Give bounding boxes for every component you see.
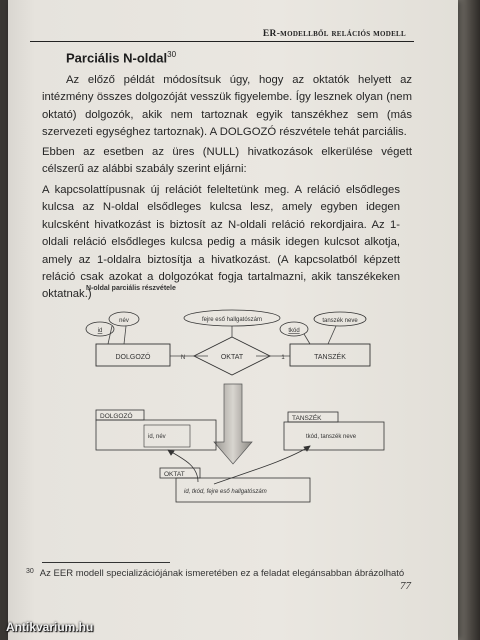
- attr-tnev-label: tanszék neve: [322, 318, 358, 324]
- paragraph-2: Ebben az esetben az üres (NULL) hivatkozások elkerülése végett célszerű az alábbi szabály szerint eljárni:: [42, 146, 412, 176]
- relationship-oktat-label: OKTAT: [220, 354, 244, 361]
- attr-id: [86, 322, 114, 336]
- entity-tanszek: [290, 344, 370, 366]
- footnote-rule: [42, 562, 170, 563]
- paragraph-rule: A kapcsolattípusnak új relációt feleltetünk meg. A reláció elsődleges kulcsa az N-oldal elsődleges kulcsa lesz, amely egyben idegen kulcsként hivatkozást is biztosít az N-oldali reláció rekordjaira. Az 1-oldali reláció elsődleges kulcsa pedig a másik idegen kulcsot alkotja, amely az 1-oldalra biztosítja a hivatkozást. (A kapcsolatból képzett reláció csak azokat a dolgozókat fogja tartalmazni, akik tanszékeken oktatnak.): [42, 184, 400, 301]
- attr-nev: [109, 312, 139, 326]
- entity-dolgozo-label: DOLGOZÓ: [115, 354, 151, 361]
- page-edge: [458, 0, 480, 640]
- running-head: ER-modellből relációs modell: [262, 29, 406, 39]
- relation-dolgozo-fields: id, név: [148, 434, 166, 440]
- relation-dolgozo-name: DOLGOZÓ: [100, 413, 133, 420]
- footnote-ref: 30: [167, 50, 177, 59]
- attr-hours-label: fejre eső hallgatószám: [201, 317, 263, 323]
- watermark: Antikvarium.hu: [6, 620, 94, 634]
- relation-oktat: [160, 468, 310, 502]
- section-title-text: Parciális N-oldal: [66, 50, 168, 66]
- footnote-number: 30: [26, 568, 34, 575]
- transform-arrow: [214, 384, 252, 464]
- relation-tanszek-name: TANSZÉK: [292, 415, 322, 422]
- section-title: [66, 50, 176, 65]
- er-diagram: [48, 292, 408, 522]
- relation-oktat-fields: id, tkód, fejre eső hallgatószám: [184, 489, 267, 495]
- attr-tkod-label: tkód: [288, 328, 300, 334]
- relation-oktat-name: OKTAT: [164, 471, 185, 478]
- attr-tnev: [314, 312, 366, 326]
- attr-hours: [184, 310, 280, 326]
- entity-dolgozo: [96, 344, 170, 366]
- diagram-caption: N-oldal parciális részvétele: [86, 285, 176, 292]
- paragraph-1: Az előző példát módosítsuk úgy, hogy az oktatók helyett az intézmény összes dolgozóját vesszük figyelembe. Így lesznek olyan (nem oktató) dolgozók, akik nem tartoznak egyik tanszékhez sem (más szervezeti egységhez tartoznak). A DOLGOZÓ részvétele tehát parciális.: [42, 74, 412, 139]
- attr-tkod: [280, 322, 308, 336]
- book-page: [8, 0, 458, 640]
- attr-nev-label: név: [119, 318, 129, 324]
- header-rule: [30, 41, 414, 42]
- footnote-text: Az EER modell specializációjának ismeretében ez a feladat elegánsabban ábrázolható: [39, 568, 405, 579]
- attr-id-label: id: [97, 328, 103, 334]
- relation-tanszek: [284, 412, 384, 450]
- relation-tanszek-fields: tkód, tanszék neve: [306, 434, 357, 440]
- cardinality-1: 1: [281, 355, 285, 361]
- footnote: [26, 568, 416, 579]
- cardinality-n: N: [180, 355, 186, 361]
- er-lines: [108, 326, 336, 356]
- entity-tanszek-label: TANSZÉK: [314, 354, 346, 361]
- relation-dolgozo: [96, 410, 216, 450]
- page-number: 77: [400, 580, 411, 592]
